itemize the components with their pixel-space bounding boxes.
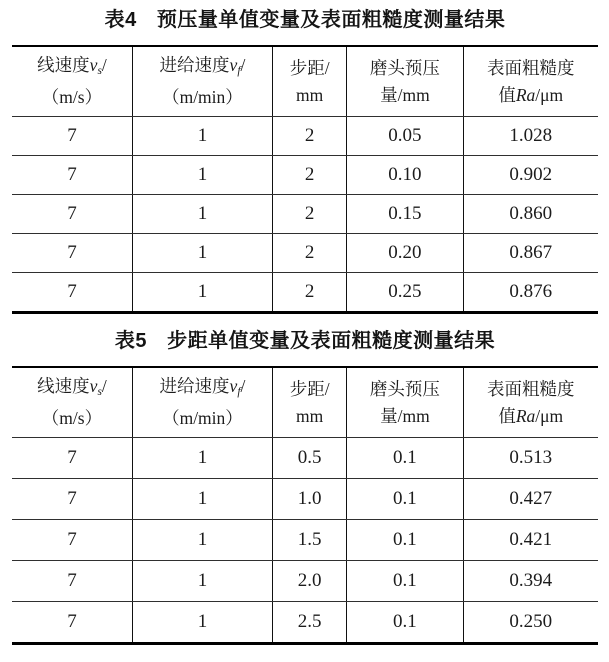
header-cell <box>272 367 346 438</box>
table-cell: 0.250 <box>463 602 598 644</box>
header-text-segment: 进给速度 <box>159 375 230 396</box>
header-text-segment: v <box>89 54 98 75</box>
header-text-segment: 磨头预压 <box>369 57 440 78</box>
table-cell: 0.394 <box>463 561 598 602</box>
header-line-1 <box>347 55 462 82</box>
header-text-segment: 值 <box>498 84 516 105</box>
header-line-1 <box>464 376 598 403</box>
table-cell: 0.902 <box>463 156 598 195</box>
header-text-segment: /μm <box>535 84 564 105</box>
header-text-segment: 磨头预压 <box>369 378 440 399</box>
table-cell: 7 <box>12 520 132 561</box>
header-line-2 <box>347 82 462 109</box>
table-cell: 0.1 <box>347 602 463 644</box>
header-line-2 <box>133 84 272 111</box>
header-text-segment: / <box>240 54 246 75</box>
table-row <box>12 602 598 644</box>
header-line-2 <box>12 405 132 432</box>
table4 <box>12 45 598 314</box>
header-line-2 <box>273 82 346 109</box>
table-cell: 0.15 <box>347 195 463 234</box>
table-cell: 2 <box>272 156 346 195</box>
header-text-segment: （m/s） <box>41 408 103 429</box>
header-line-1 <box>12 52 132 85</box>
table-cell: 7 <box>12 602 132 644</box>
header-text-segment: f <box>237 385 241 398</box>
header-line-2 <box>347 403 462 430</box>
header-text-segment: 表面粗糙度 <box>487 378 575 399</box>
header-text-segment: 线速度 <box>37 375 90 396</box>
table-cell: 0.20 <box>347 234 463 273</box>
table-cell: 0.25 <box>347 273 463 313</box>
header-line-2 <box>464 82 598 109</box>
table-cell: 1.5 <box>272 520 346 561</box>
table-cell: 0.513 <box>463 438 598 479</box>
table5 <box>12 366 598 645</box>
header-line-1 <box>273 55 346 82</box>
table-cell: 1 <box>132 234 272 273</box>
header-line-1 <box>12 373 132 406</box>
table-cell: 1 <box>132 156 272 195</box>
table-cell: 1 <box>132 438 272 479</box>
table-cell: 2 <box>272 234 346 273</box>
table-cell: 0.5 <box>272 438 346 479</box>
table-row <box>12 234 598 273</box>
table-row <box>12 195 598 234</box>
table-cell: 1 <box>132 479 272 520</box>
table4-block <box>12 8 598 314</box>
table-cell: 2 <box>272 273 346 313</box>
header-text-segment: Ra <box>515 84 536 105</box>
header-text-segment: 进给速度 <box>159 54 230 75</box>
table-cell: 1 <box>132 273 272 313</box>
table-row <box>12 561 598 602</box>
table-cell: 0.10 <box>347 156 463 195</box>
header-line-1 <box>347 376 462 403</box>
header-cell <box>12 367 132 438</box>
header-line-2 <box>273 403 346 430</box>
header-row <box>12 367 598 438</box>
header-line-1 <box>273 376 346 403</box>
table-cell: 1 <box>132 561 272 602</box>
header-row <box>12 46 598 117</box>
header-text-segment: 量/mm <box>380 405 430 426</box>
header-cell <box>272 46 346 117</box>
table-cell: 1 <box>132 602 272 644</box>
table-row <box>12 117 598 156</box>
table-cell: 7 <box>12 479 132 520</box>
header-text-segment: v <box>89 375 98 396</box>
table5-block <box>12 329 598 645</box>
header-text-segment: / <box>101 54 107 75</box>
table-cell: 7 <box>12 273 132 313</box>
header-cell <box>12 46 132 117</box>
header-line-1 <box>464 55 598 82</box>
table-cell: 1 <box>132 520 272 561</box>
header-cell <box>463 46 598 117</box>
header-line-2 <box>12 84 132 111</box>
header-text-segment: / <box>101 375 107 396</box>
header-text-segment: 量/mm <box>380 84 430 105</box>
table4-caption: 预压量单值变量及表面粗糙度测量结果 <box>156 9 506 31</box>
header-text-segment: /μm <box>535 405 564 426</box>
table5-number: 表5 <box>114 330 148 352</box>
header-cell <box>347 46 463 117</box>
table-cell: 2.5 <box>272 602 346 644</box>
table-row <box>12 520 598 561</box>
header-text-segment: （m/min） <box>162 408 243 429</box>
header-line-1 <box>133 52 272 85</box>
table-cell: 7 <box>12 438 132 479</box>
table-cell: 0.876 <box>463 273 598 313</box>
table-cell: 1.0 <box>272 479 346 520</box>
header-text-segment: （m/s） <box>41 87 103 108</box>
table-cell: 0.1 <box>347 520 463 561</box>
table-cell: 1.028 <box>463 117 598 156</box>
header-text-segment: 线速度 <box>37 54 90 75</box>
header-text-segment: Ra <box>515 405 536 426</box>
table-cell: 2 <box>272 117 346 156</box>
table-row <box>12 479 598 520</box>
header-line-1 <box>133 373 272 406</box>
table4-title <box>12 8 598 33</box>
table-row <box>12 438 598 479</box>
header-text-segment: v <box>229 375 238 396</box>
table-cell: 0.05 <box>347 117 463 156</box>
header-line-2 <box>464 403 598 430</box>
table-cell: 7 <box>12 117 132 156</box>
table-cell: 0.427 <box>463 479 598 520</box>
table-cell: 1 <box>132 117 272 156</box>
table5-caption: 步距单值变量及表面粗糙度测量结果 <box>167 330 496 352</box>
table-cell: 0.1 <box>347 479 463 520</box>
header-cell <box>347 367 463 438</box>
header-text-segment: mm <box>296 405 324 426</box>
table-cell: 7 <box>12 156 132 195</box>
table-cell: 0.421 <box>463 520 598 561</box>
header-cell <box>132 46 272 117</box>
table-cell: 0.867 <box>463 234 598 273</box>
table5-title <box>12 329 598 354</box>
header-text-segment: mm <box>296 84 324 105</box>
table-row <box>12 273 598 313</box>
header-text-segment: 步距/ <box>289 57 330 78</box>
header-text-segment: 表面粗糙度 <box>487 57 575 78</box>
table-cell: 0.860 <box>463 195 598 234</box>
table-cell: 0.1 <box>347 438 463 479</box>
header-text-segment: s <box>97 385 102 398</box>
header-text-segment: / <box>240 375 246 396</box>
header-text-segment: f <box>237 64 241 77</box>
header-cell <box>132 367 272 438</box>
table-row <box>12 156 598 195</box>
header-text-segment: v <box>229 54 238 75</box>
table-cell: 7 <box>12 195 132 234</box>
table-cell: 0.1 <box>347 561 463 602</box>
table-cell: 1 <box>132 195 272 234</box>
table-cell: 7 <box>12 234 132 273</box>
header-text-segment: 步距/ <box>289 378 330 399</box>
header-line-2 <box>133 405 272 432</box>
table4-number: 表4 <box>104 9 137 31</box>
header-text-segment: （m/min） <box>162 87 243 108</box>
table-cell: 2.0 <box>272 561 346 602</box>
header-text-segment: 值 <box>498 405 516 426</box>
header-text-segment: s <box>97 64 102 77</box>
table-cell: 7 <box>12 561 132 602</box>
table-cell: 2 <box>272 195 346 234</box>
header-cell <box>463 367 598 438</box>
